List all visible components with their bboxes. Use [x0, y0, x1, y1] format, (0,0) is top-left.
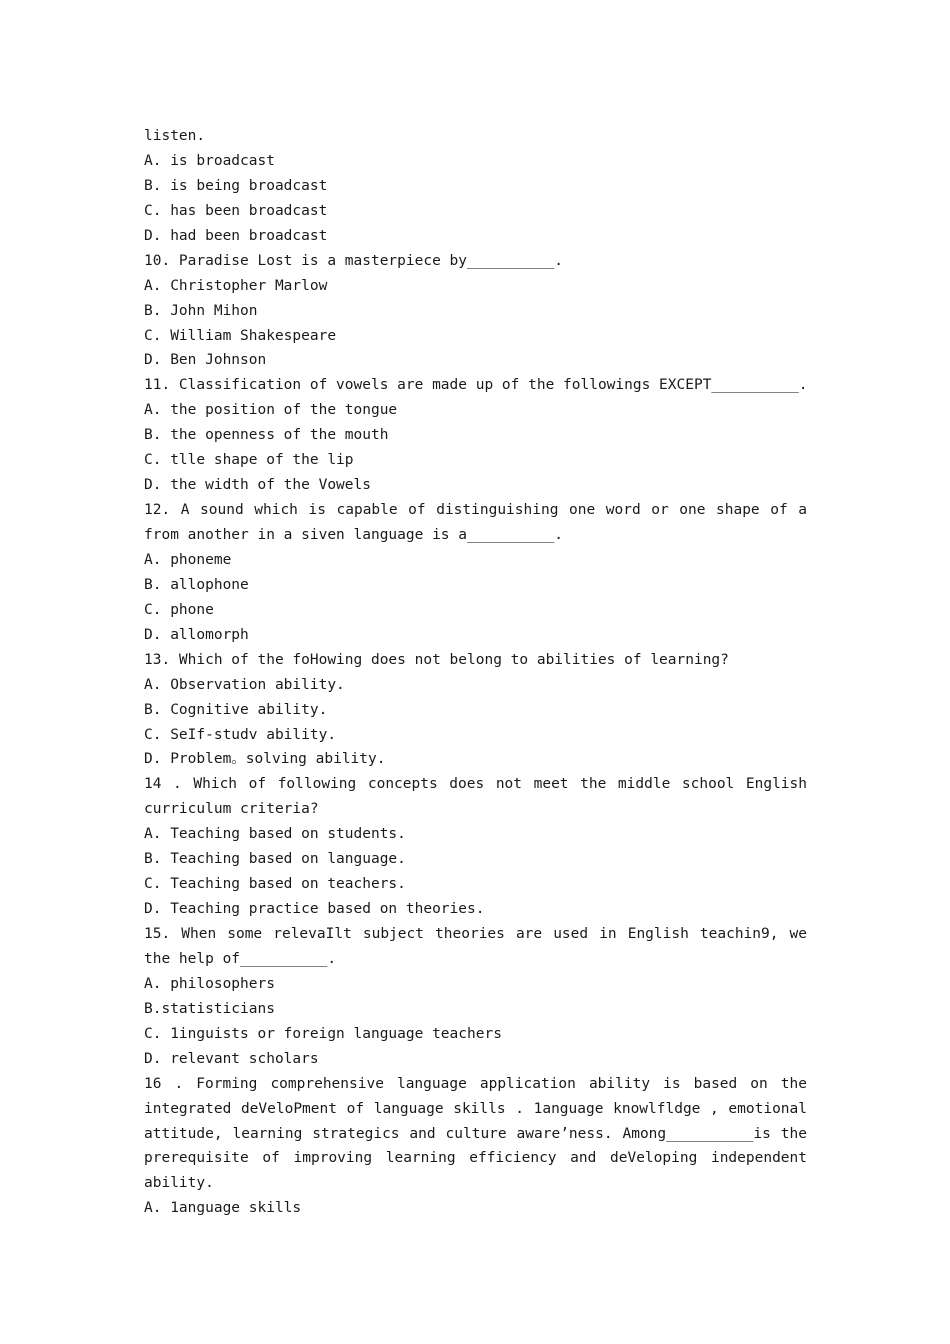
- answer-option: A. phoneme: [144, 551, 232, 568]
- question-text: attitude, learning strategics and culture aware’ness. Among__________is the: [144, 1125, 807, 1142]
- answer-option: C. Teaching based on teachers.: [144, 876, 406, 893]
- answer-option: A. 1anguage skills: [144, 1200, 302, 1217]
- answer-option: B.statisticians: [144, 1000, 275, 1017]
- answer-option: C. has been broadcast: [144, 202, 328, 219]
- answer-option: C. SeIf-studv ability.: [144, 726, 337, 743]
- document-page: [144, 124, 807, 1221]
- question-text: 12. A sound which is capable of distinguishing one word or one shape of a: [144, 502, 807, 519]
- answer-option: B. Teaching based on language.: [144, 851, 406, 868]
- question-text: 14 . Which of following concepts does not meet the middle school English: [144, 776, 807, 793]
- answer-option: A. philosophers: [144, 975, 275, 992]
- answer-option: D. had been broadcast: [144, 227, 328, 244]
- answer-option: B. allophone: [144, 576, 249, 593]
- answer-option: D. the width of the Vowels: [144, 477, 371, 494]
- question-text: 16 . Forming comprehensive language application ability is based on the: [144, 1075, 807, 1092]
- question-text: 15. When some relevaIlt subject theories are used in English teachin9, we: [144, 926, 807, 942]
- answer-option: D. allomorph: [144, 626, 249, 643]
- question-text: 11. Classification of vowels are made up of the followings EXCEPT__________.: [144, 377, 807, 394]
- question-text: curriculum criteria?: [144, 801, 319, 818]
- answer-option: A. is broadcast: [144, 152, 275, 169]
- answer-option: C. 1inguists or foreign language teachers: [144, 1025, 502, 1042]
- question-text: 13. Which of the foHowing does not belong to abilities of learning?: [144, 651, 729, 668]
- answer-option: D. Problem。solving ability.: [144, 751, 386, 768]
- question-text: the help of__________.: [144, 950, 337, 967]
- answer-option: B. Cognitive ability.: [144, 701, 328, 718]
- answer-option: A. the position of the tongue: [144, 402, 398, 419]
- answer-option: B. is being broadcast: [144, 177, 328, 194]
- answer-option: B. the openness of the mouth: [144, 427, 389, 444]
- answer-option: A. Observation ability.: [144, 676, 345, 693]
- answer-option: C. phone: [144, 601, 214, 618]
- answer-option: D. relevant scholars: [144, 1050, 319, 1067]
- question-text: prerequisite of improving learning efficiency and deVeloping independent: [144, 1150, 807, 1167]
- answer-option: A. Christopher Marlow: [144, 277, 328, 294]
- answer-option: D. Ben Johnson: [144, 352, 267, 369]
- answer-option: D. Teaching practice based on theories.: [144, 901, 485, 918]
- question-text: ability.: [144, 1175, 214, 1192]
- question-text: listen.: [144, 128, 206, 144]
- question-text: 10. Paradise Lost is a masterpiece by__________.: [144, 252, 564, 269]
- question-text: integrated deVeloPment of language skills . 1anguage knowlfldge , emotional: [144, 1100, 807, 1117]
- question-text: from another in a siven language is a__________.: [144, 527, 564, 543]
- answer-option: B. John Mihon: [144, 302, 258, 319]
- answer-option: A. Teaching based on students.: [144, 826, 406, 843]
- answer-option: C. tlle shape of the lip: [144, 452, 354, 469]
- answer-option: C. William Shakespeare: [144, 327, 337, 344]
